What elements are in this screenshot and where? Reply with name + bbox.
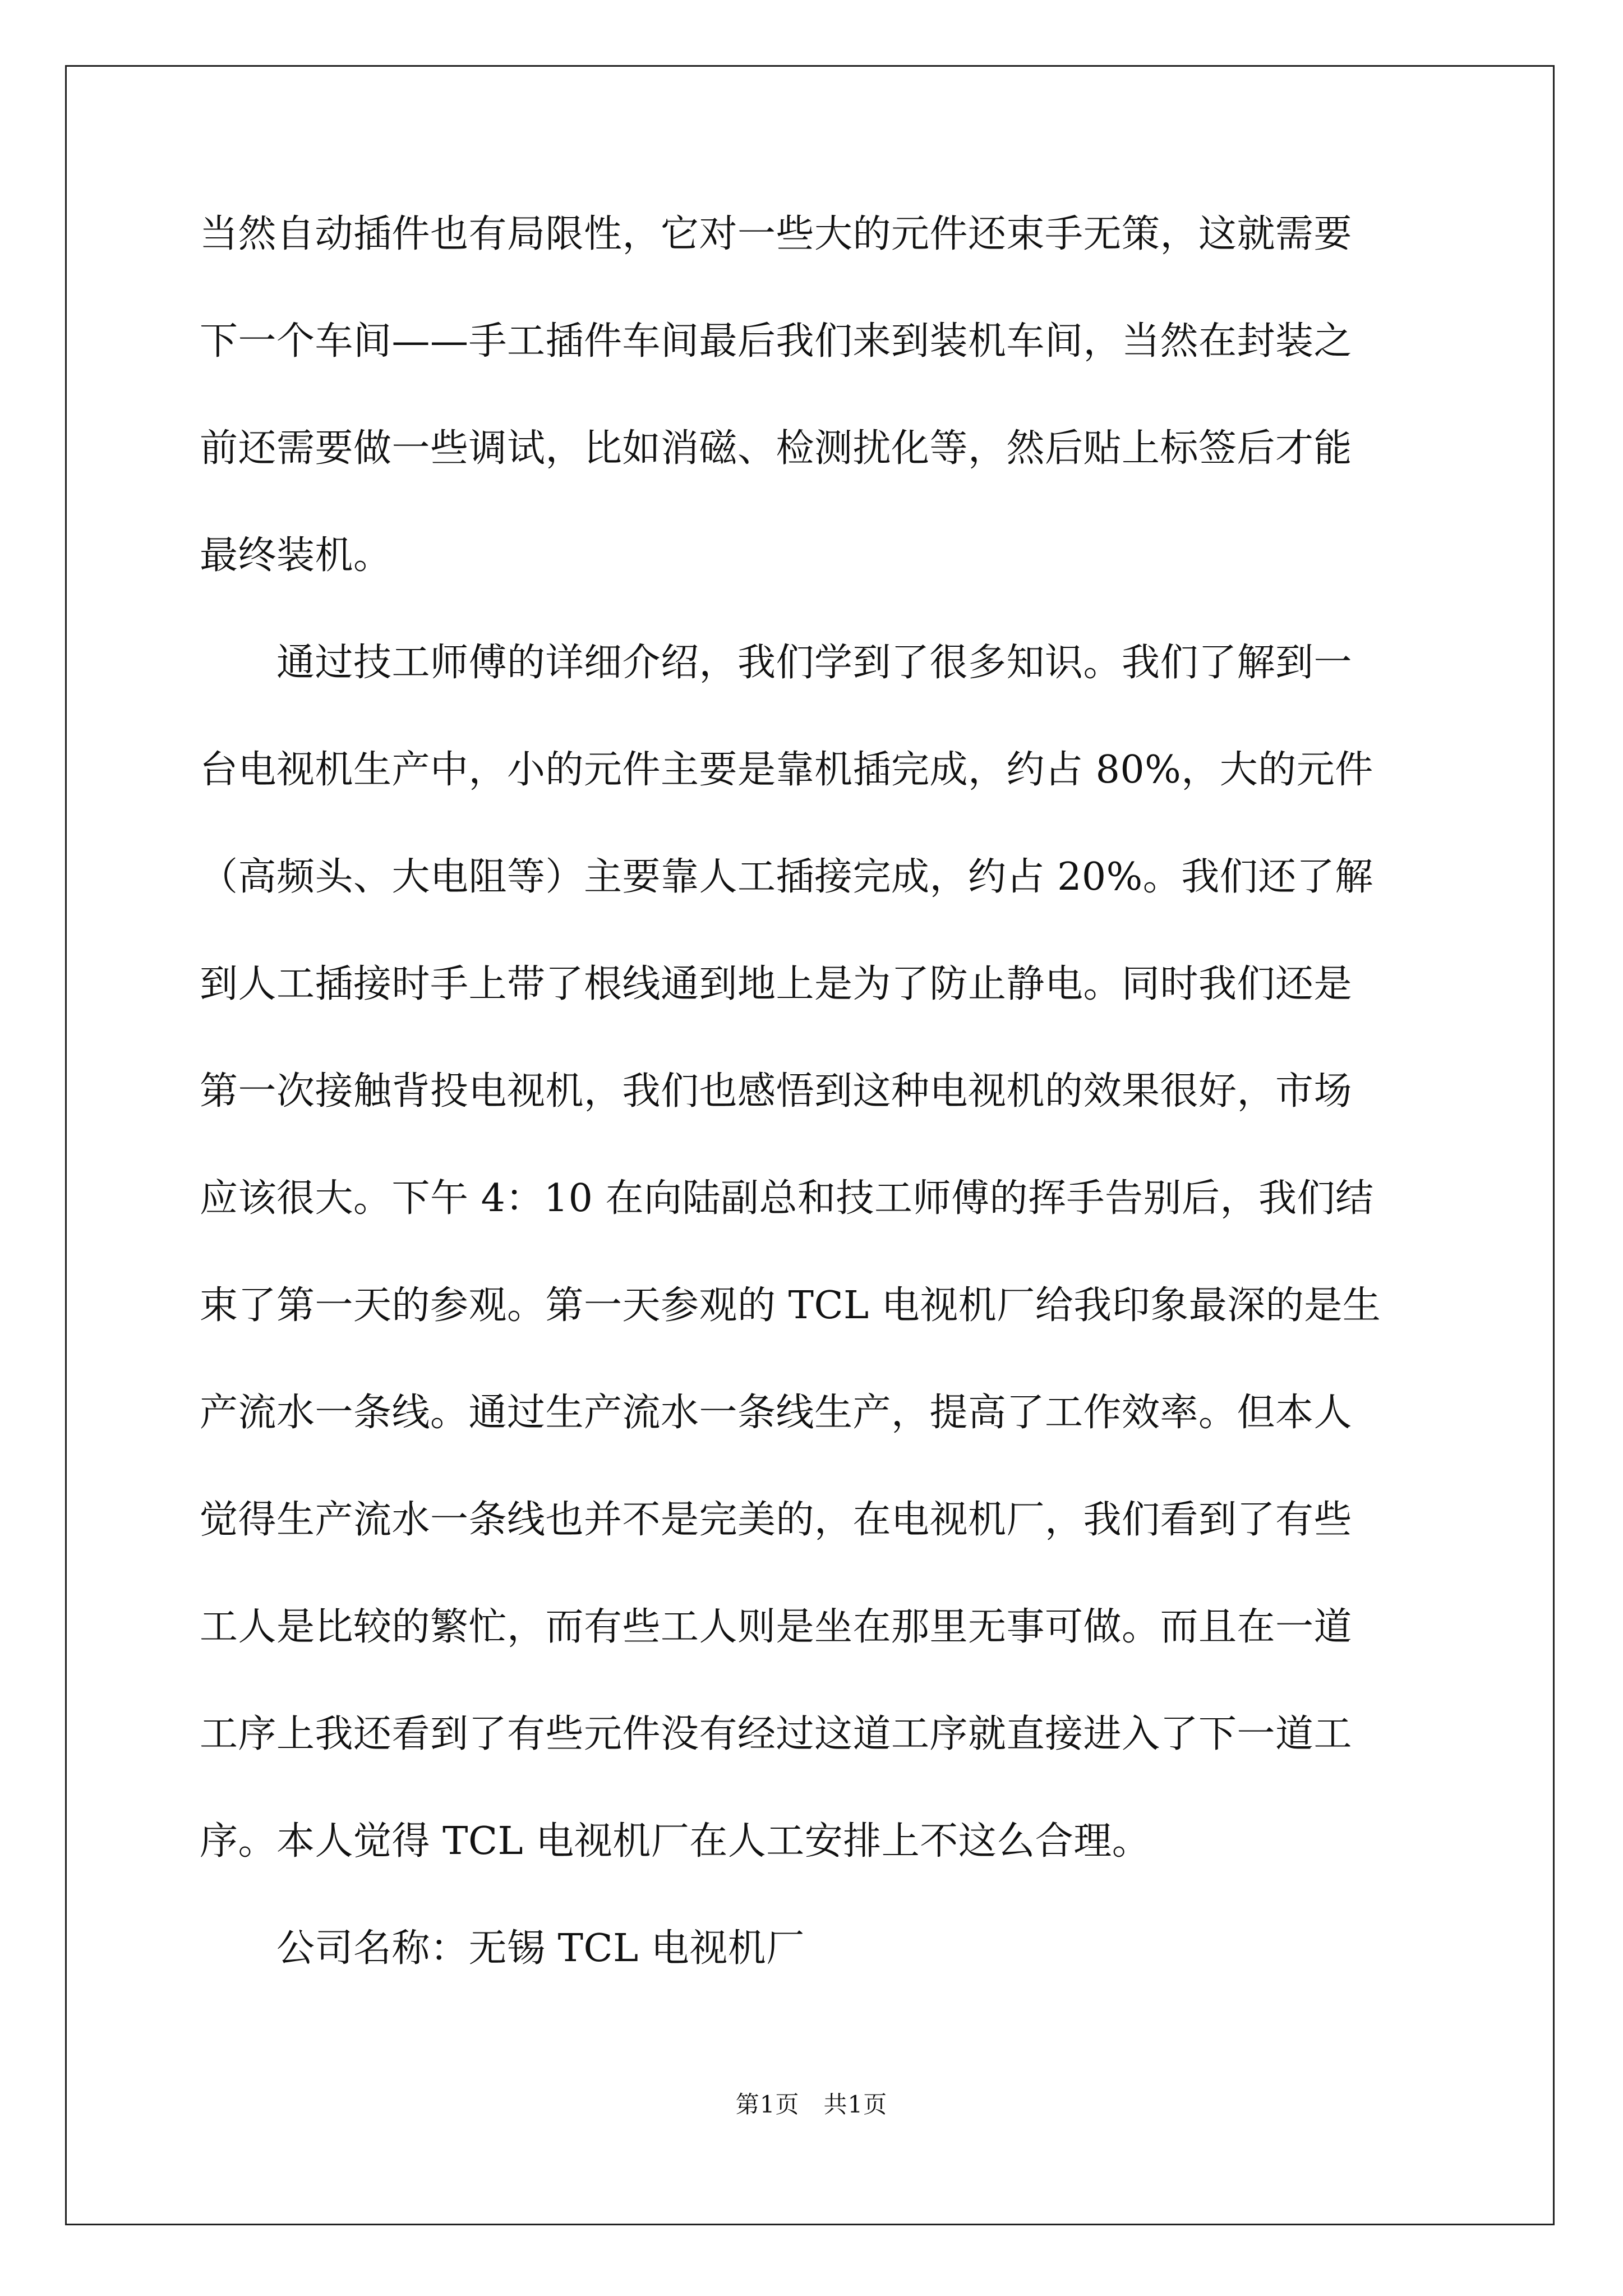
company-name-line: 公司名称：无锡 TCL 电视机厂 bbox=[200, 1926, 805, 1971]
text-line: 台电视机生产中，小的元件主要是靠机插完成，约占 80%，大的元件 bbox=[200, 748, 1373, 792]
text-line: 产流水一条线。通过生产流水一条线生产，提高了工作效率。但本人 bbox=[200, 1391, 1353, 1435]
text-line: 应该很大。下午 4：10 在向陆副总和技工师傅的挥手告别后，我们结 bbox=[200, 1176, 1374, 1221]
text-line: 第一次接触背投电视机，我们也感悟到这种电视机的效果很好，市场 bbox=[200, 1069, 1353, 1114]
text-line: 束了第一天的参观。第一天参观的 TCL 电视机厂给我印象最深的是生 bbox=[200, 1283, 1381, 1328]
text-line: 前还需要做一些调试，比如消磁、检测扰化等，然后贴上标签后才能 bbox=[200, 426, 1353, 471]
text-line: 最终装机。 bbox=[200, 533, 392, 578]
page-border bbox=[65, 65, 1555, 2225]
text-line: 下一个车间——手工插件车间最后我们来到装机车间，当然在封装之 bbox=[200, 319, 1353, 364]
text-line: 到人工插接时手上带了根线通到地上是为了防止静电。同时我们还是 bbox=[200, 962, 1353, 1006]
page-footer: 第1页 共1页 bbox=[735, 2091, 888, 2118]
text-line: 工人是比较的繁忙，而有些工人则是坐在那里无事可做。而且在一道 bbox=[200, 1605, 1353, 1649]
text-line: 工序上我还看到了有些元件没有经过这道工序就直接进入了下一道工 bbox=[200, 1712, 1353, 1756]
text-line: 通过技工师傅的详细介绍，我们学到了很多知识。我们了解到一 bbox=[200, 641, 1353, 685]
text-line: 序。本人觉得 TCL 电视机厂在人工安排上不这么合理。 bbox=[200, 1819, 1151, 1864]
text-line: （高频头、大电阻等）主要靠人工插接完成，约占 20%。我们还了解 bbox=[200, 855, 1373, 899]
text-line: 觉得生产流水一条线也并不是完美的，在电视机厂，我们看到了有些 bbox=[200, 1498, 1353, 1542]
text-line: 当然自动插件也有局限性，它对一些大的元件还束手无策，这就需要 bbox=[200, 212, 1353, 256]
